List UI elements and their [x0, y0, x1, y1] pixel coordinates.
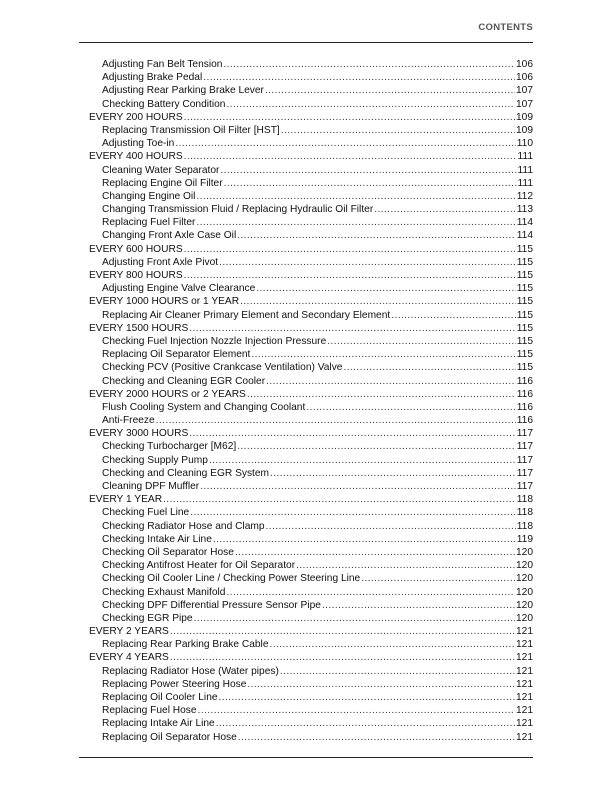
toc-entry[interactable] [89, 704, 533, 717]
toc-entry-title: Adjusting Rear Parking Brake Lever [102, 85, 264, 97]
toc-entry-title: EVERY 800 HOURS [89, 270, 183, 281]
toc-entry[interactable] [89, 164, 533, 177]
toc-entry-page: 117 [516, 454, 533, 466]
dot-leader [270, 467, 516, 480]
toc-entry-title: Checking Antifrost Heater for Oil Separator [102, 560, 296, 572]
toc-entry-page: 121 [516, 731, 533, 743]
dot-leader [266, 520, 516, 533]
toc-entry-page: 116 [516, 375, 533, 387]
toc-entry-title: Cleaning DPF Muffler [102, 481, 200, 492]
dot-leader [235, 546, 515, 559]
toc-entry[interactable] [89, 454, 533, 467]
toc-entry-title: Replacing Oil Separator Element [102, 349, 251, 361]
toc-entry[interactable] [89, 84, 533, 97]
toc-entry[interactable] [89, 216, 533, 229]
dot-leader [280, 665, 515, 678]
toc-entry-title: EVERY 200 HOURS [89, 111, 183, 123]
dot-leader [226, 586, 515, 599]
toc-entry-page: 109 [516, 111, 533, 123]
toc-entry-page: 114 [516, 230, 533, 242]
dot-leader [219, 691, 515, 704]
toc-section-entry[interactable] [89, 111, 533, 124]
toc-entry[interactable] [89, 98, 533, 111]
dot-leader [156, 414, 516, 427]
dot-leader [190, 506, 516, 519]
toc-section-entry[interactable] [89, 322, 533, 335]
toc-entry-title: Replacing Rear Parking Brake Cable [102, 639, 269, 651]
dot-leader [247, 388, 516, 401]
dot-leader [247, 678, 515, 691]
dot-leader [200, 480, 516, 493]
toc-entry-title: EVERY 1000 HOURS or 1 YEAR [89, 296, 240, 308]
dot-leader [251, 348, 515, 361]
toc-entry[interactable] [89, 506, 533, 519]
toc-entry-page: 120 [516, 573, 533, 585]
toc-entry-title: Checking Intake Air Line [102, 533, 212, 545]
toc-entry-title: EVERY 4 YEARS [89, 652, 169, 664]
toc-entry-page: 110 [516, 138, 533, 150]
toc-entry-page: 119 [516, 533, 533, 545]
dot-leader [343, 361, 515, 374]
toc-entry-title: Adjusting Toe-in [102, 138, 175, 150]
toc-entry-title: Checking Radiator Hose and Clamp [102, 520, 265, 532]
toc-entry[interactable] [89, 58, 533, 71]
toc-entry-page: 115 [516, 335, 533, 347]
toc-entry[interactable] [89, 546, 533, 559]
toc-entry-page: 120 [516, 560, 533, 572]
toc-entry[interactable] [89, 137, 533, 150]
toc-entry-page: 121 [516, 692, 533, 703]
toc-entry-title: Replacing Engine Oil Filter [102, 177, 223, 189]
toc-entry-title: EVERY 2000 HOURS or 2 YEARS [89, 388, 246, 400]
dot-leader [163, 493, 516, 506]
toc-entry-title: Checking and Cleaning EGR System [102, 467, 270, 479]
toc-entry-title: EVERY 400 HOURS [89, 151, 183, 163]
toc-entry-page: 116 [516, 401, 533, 413]
toc-entry[interactable] [89, 586, 533, 599]
toc-entry-title: Cleaning Water Separator [102, 164, 220, 176]
dot-leader [269, 638, 515, 651]
toc-entry[interactable] [89, 440, 533, 453]
toc-entry-page: 113 [516, 204, 533, 216]
dot-leader [170, 625, 515, 638]
toc-entry[interactable] [89, 229, 533, 242]
dot-leader [256, 282, 515, 295]
toc-entry-page: 115 [516, 322, 533, 334]
dot-leader [226, 98, 515, 111]
toc-section-entry[interactable] [89, 625, 533, 638]
toc-entry-page: 111 [517, 177, 533, 189]
toc-entry-page: 121 [516, 705, 533, 717]
toc-entry-page: 115 [516, 283, 533, 295]
toc-entry[interactable] [89, 572, 533, 585]
toc-entry-page: 117 [516, 467, 533, 479]
toc-entry-page: 121 [516, 639, 533, 651]
toc-entry[interactable] [89, 717, 533, 730]
dot-leader [189, 427, 515, 440]
dot-leader [374, 203, 516, 216]
toc-entry-title: Replacing Oil Cooler Line [102, 692, 218, 703]
toc-entry-title: Replacing Radiator Hose (Water pipes) [102, 665, 279, 677]
toc-entry-title: Replacing Oil Separator Hose [102, 731, 237, 743]
toc-entry[interactable] [89, 203, 533, 216]
toc-entry[interactable] [89, 520, 533, 533]
toc-entry-page: 115 [516, 270, 533, 281]
dot-leader [209, 454, 516, 467]
toc-entry-page: 120 [516, 599, 533, 611]
toc-entry[interactable] [89, 678, 533, 691]
toc-entry-page: 109 [516, 124, 533, 136]
toc-entry[interactable] [89, 71, 533, 84]
dot-leader [296, 559, 515, 572]
toc-entry-page: 120 [516, 612, 533, 624]
dot-leader [189, 322, 515, 335]
dot-leader [322, 599, 515, 612]
dot-leader [266, 375, 516, 388]
toc-entry[interactable] [89, 691, 533, 704]
toc-entry-title: Checking Turbocharger [M62] [102, 441, 237, 453]
dot-leader [184, 111, 515, 124]
toc-entry-page: 116 [516, 415, 533, 427]
toc-entry-page: 107 [516, 85, 533, 97]
toc-entry-page: 121 [516, 626, 533, 638]
dot-leader [184, 269, 516, 282]
toc-entry-title: Replacing Fuel Hose [102, 705, 197, 717]
toc-entry-page: 120 [516, 586, 533, 598]
toc-entry-page: 115 [516, 309, 533, 321]
toc-entry-title: Checking Exhaust Manifold [102, 586, 226, 598]
toc-entry-title: EVERY 2 YEARS [89, 626, 169, 638]
toc-entry-title: Replacing Power Steering Hose [102, 678, 247, 690]
toc-entry[interactable] [89, 282, 533, 295]
toc-entry-page: 115 [516, 243, 533, 255]
toc-entry-title: Checking Fuel Line [102, 507, 190, 519]
toc-entry[interactable] [89, 414, 533, 427]
toc-entry[interactable] [89, 731, 533, 744]
toc-entry-page: 112 [516, 190, 533, 202]
toc-entry-page: 116 [516, 388, 533, 400]
toc-entry-page: 121 [516, 665, 533, 677]
toc-entry-title: Adjusting Brake Pedal [102, 72, 203, 84]
toc-entry-page: 118 [516, 494, 533, 506]
toc-entry-page: 115 [516, 349, 533, 361]
toc-entry-title: Checking EGR Pipe [102, 612, 193, 624]
toc-entry-page: 118 [516, 520, 533, 532]
toc-entry-title: Anti-Freeze [102, 415, 155, 427]
toc-entry-page: 117 [516, 481, 533, 492]
dot-leader [198, 704, 515, 717]
toc-entry-page: 106 [516, 72, 533, 84]
dot-leader [240, 295, 516, 308]
toc-entry-title: Replacing Intake Air Line [102, 718, 215, 730]
toc-entry-title: Flush Cooling System and Changing Coolant [102, 401, 306, 413]
dot-leader [224, 177, 517, 190]
toc-entry-title: Checking Oil Cooler Line / Checking Power Steering Line [102, 573, 361, 585]
dot-leader [223, 58, 515, 71]
dot-leader [203, 71, 515, 84]
toc-entry-title: Checking and Cleaning EGR Cooler [102, 375, 266, 387]
dot-leader [391, 309, 516, 322]
dot-leader [220, 164, 516, 177]
dot-leader [237, 229, 516, 242]
toc-entry[interactable] [89, 361, 533, 374]
toc-entry[interactable] [89, 665, 533, 678]
toc-entry-title: Replacing Air Cleaner Primary Element and Secondary Element [102, 309, 391, 321]
toc-entry[interactable] [89, 480, 533, 493]
dot-leader [238, 731, 515, 744]
toc-entry-page: 114 [516, 217, 533, 229]
toc-entry-title: Checking Oil Separator Hose [102, 546, 234, 558]
toc-entry[interactable] [89, 256, 533, 269]
toc-entry[interactable] [89, 309, 533, 322]
dot-leader [196, 190, 515, 203]
dot-leader [219, 256, 516, 269]
toc-entry[interactable] [89, 375, 533, 388]
toc-entry[interactable] [89, 190, 533, 203]
toc-entry-title: Adjusting Front Axle Pivot [102, 256, 219, 268]
toc-entry[interactable] [89, 348, 533, 361]
toc-entry-title: EVERY 3000 HOURS [89, 428, 189, 440]
footer-rule [79, 757, 533, 758]
dot-leader [361, 572, 515, 585]
toc-entry-title: Changing Front Axle Case Oil [102, 230, 237, 242]
toc-entry-page: 111 [517, 164, 533, 176]
toc-entry-page: 107 [516, 98, 533, 110]
toc-entry-title: Checking PCV (Positive Crankcase Ventilation) Valve [102, 362, 343, 374]
toc-entry[interactable] [89, 401, 533, 414]
toc-entry[interactable] [89, 559, 533, 572]
toc-entry[interactable] [89, 335, 533, 348]
dot-leader [196, 216, 515, 229]
toc-entry[interactable] [89, 467, 533, 480]
toc-entry-title: Adjusting Engine Valve Clearance [102, 283, 256, 295]
toc-entry-page: 115 [516, 256, 533, 268]
toc-entry-title: Changing Transmission Fluid / Replacing Hydraulic Oil Filter [102, 204, 374, 216]
dot-leader [237, 440, 516, 453]
toc-entry-page: 115 [516, 296, 533, 308]
dot-leader [306, 401, 515, 414]
toc-entry-title: Replacing Fuel Filter [102, 217, 196, 229]
toc-entry[interactable] [89, 533, 533, 546]
toc-entry-title: EVERY 1 YEAR [89, 494, 163, 506]
toc-entry-title: Adjusting Fan Belt Tension [102, 59, 223, 70]
toc-entry[interactable] [89, 599, 533, 612]
toc-entry-title: Checking Fuel Injection Nozzle Injection Pressure [102, 335, 327, 347]
dot-leader [184, 150, 517, 163]
toc-entry-title: EVERY 600 HOURS [89, 243, 183, 255]
toc-section-entry[interactable] [89, 651, 533, 664]
toc-section-entry[interactable] [89, 493, 533, 506]
dot-leader [213, 533, 516, 546]
toc-section-entry[interactable] [89, 388, 533, 401]
toc-entry-title: Replacing Transmission Oil Filter [HST] [102, 124, 280, 136]
toc-entry[interactable] [89, 177, 533, 190]
toc-entry-page: 106 [516, 59, 533, 70]
table-of-contents [89, 58, 533, 744]
toc-section-entry[interactable] [89, 269, 533, 282]
dot-leader [184, 243, 516, 256]
toc-entry-title: EVERY 1500 HOURS [89, 322, 189, 334]
toc-entry-page: 117 [516, 428, 533, 440]
dot-leader [170, 651, 515, 664]
dot-leader [194, 612, 515, 625]
toc-entry-page: 111 [517, 151, 533, 163]
toc-entry[interactable] [89, 612, 533, 625]
toc-entry-page: 118 [516, 507, 533, 519]
toc-entry-page: 121 [516, 652, 533, 664]
toc-entry-title: Checking Supply Pump [102, 454, 208, 466]
toc-entry-page: 121 [516, 678, 533, 690]
toc-entry-page: 117 [516, 441, 533, 453]
toc-section-entry[interactable] [89, 295, 533, 308]
toc-entry-page: 121 [516, 718, 533, 730]
dot-leader [175, 137, 515, 150]
toc-entry[interactable] [89, 638, 533, 651]
dot-leader [265, 84, 515, 97]
toc-entry-title: Checking DPF Differential Pressure Sensor Pipe [102, 599, 321, 611]
toc-section-entry[interactable] [89, 243, 533, 256]
running-header: CONTENTS [478, 22, 533, 33]
toc-entry-page: 115 [516, 362, 533, 374]
dot-leader [281, 124, 515, 137]
header-rule [79, 42, 533, 43]
dot-leader [327, 335, 516, 348]
toc-section-entry[interactable] [89, 427, 533, 440]
toc-entry-title: Changing Engine Oil [102, 190, 196, 202]
toc-entry[interactable] [89, 124, 533, 137]
toc-entry-page: 120 [516, 546, 533, 558]
toc-section-entry[interactable] [89, 150, 533, 163]
dot-leader [216, 717, 515, 730]
toc-entry-title: Checking Battery Condition [102, 98, 226, 110]
